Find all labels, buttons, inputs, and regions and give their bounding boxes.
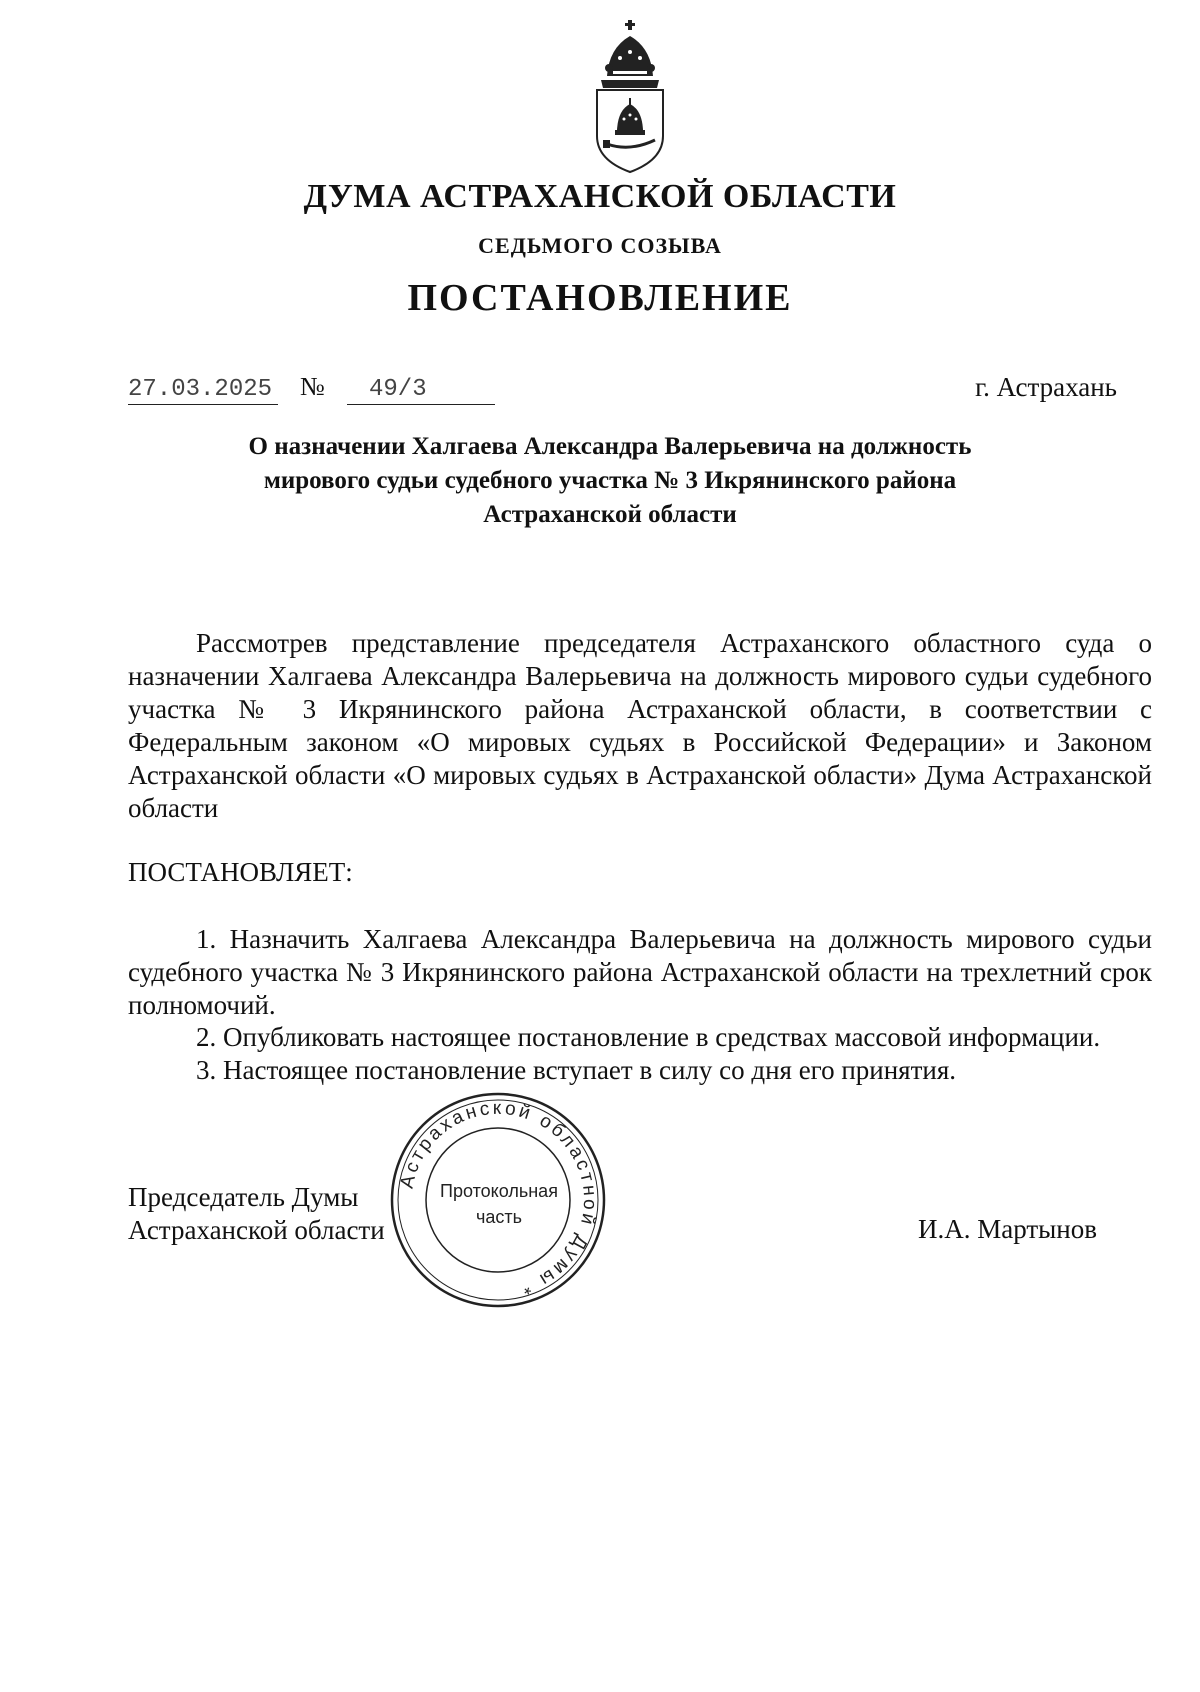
resolves-heading: ПОСТАНОВЛЯЕТ: [128, 857, 353, 887]
document-date: 27.03.2025 [128, 376, 278, 405]
coat-of-arms-emblem [587, 18, 673, 178]
stamp-ring-text: Астраханской областной Думы * [396, 1097, 601, 1300]
signatory-title-line: Астраханской области [128, 1215, 385, 1245]
resolution-item: 1. Назначить Халгаева Александра Валерьевича на должность мирового судьи судебного участка № 3 Икрянинского района Астраханской области на трехлетний срок полномочий. [128, 924, 1152, 1020]
subject-line: О назначении Халгаева Александра Валерьевича на должность [248, 433, 972, 460]
stamp-center-line: часть [475, 1207, 522, 1227]
document-subject [150, 430, 1070, 532]
organization-title: ДУМА АСТРАХАНСКОЙ ОБЛАСТИ [303, 178, 897, 215]
convocation-subtitle: СЕДЬМОГО СОЗЫВА [478, 233, 722, 258]
preamble-paragraph: Рассмотрев представление председателя Астраханского областного суда о назначении Халгаева Александра Валерьевича на должность мирового судьи судебного участка № 3 Икрянинского района Астраханской области, в соответствии с Федеральным законом «О мировых судьях в Российской Федерации» и Законом Астраханской области «О мировых судьях в Астраханской области» Дума Астраханской области [128, 628, 1152, 823]
number-sign: № [300, 372, 325, 401]
subject-line: Астраханской области [483, 501, 737, 528]
stamp-center-line: Протокольная [440, 1181, 558, 1201]
signatory-name: И.А. Мартынов [917, 1214, 1097, 1244]
resolution-item: 2. Опубликовать настоящее постановление в средствах массовой информации. [196, 1022, 1101, 1052]
stamp-center-text [420, 1178, 578, 1230]
document-type-title: ПОСТАНОВЛЕНИЕ [407, 277, 793, 319]
resolution-item: 3. Настоящее постановление вступает в силу со дня его принятия. [196, 1055, 957, 1085]
document-city: г. Астрахань [975, 372, 1117, 402]
signatory-title [128, 1181, 385, 1247]
document-number: 49/3 [347, 376, 495, 405]
signatory-title-line: Председатель Думы [128, 1182, 359, 1212]
subject-line: мирового судьи судебного участка № 3 Икрянинского района [263, 467, 957, 494]
